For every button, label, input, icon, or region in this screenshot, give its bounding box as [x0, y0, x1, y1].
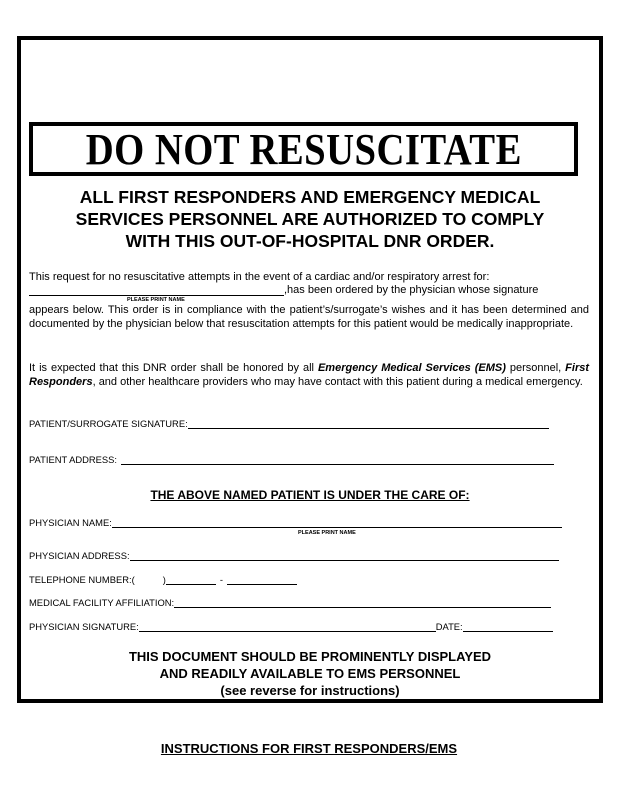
- patient-signature-row: [29, 417, 549, 429]
- authorization-statement: [22, 186, 598, 252]
- physician-name-label: PHYSICIAN NAME:: [29, 517, 112, 528]
- physician-signature-row: [29, 620, 553, 632]
- telephone-label: TELEPHONE NUMBER:(: [29, 574, 135, 585]
- facility-row: [29, 596, 551, 608]
- page-title: DO NOT RESUSCITATE: [85, 124, 522, 174]
- ems-text: Emergency Medical Services (EMS): [317, 362, 506, 374]
- first-responders-text: First Responders: [29, 362, 590, 388]
- care-heading: THE ABOVE NAMED PATIENT IS UNDER THE CARE OF:: [150, 488, 470, 502]
- date-label: DATE:: [435, 621, 463, 632]
- patient-address-label: PATIENT ADDRESS:: [29, 454, 118, 465]
- notice-line: THIS DOCUMENT SHOULD BE PROMINENTLY DISPLAYED: [128, 649, 492, 664]
- print-name-note: PLEASE PRINT NAME: [298, 530, 356, 536]
- expected-part: It is expected that this DNR order shall be honored by all: [29, 362, 318, 374]
- physician-address-label: PHYSICIAN ADDRESS:: [29, 550, 130, 561]
- expected-text: [29, 362, 589, 389]
- patient-address-field[interactable]: [121, 453, 554, 465]
- telephone-number-field[interactable]: [227, 573, 297, 585]
- expected-part: personnel,: [505, 362, 566, 374]
- patient-signature-label: PATIENT/SURROGATE SIGNATURE:: [29, 418, 188, 429]
- instructions-heading: INSTRUCTIONS FOR FIRST RESPONDERS/EMS: [160, 741, 458, 756]
- telephone-row: [29, 573, 297, 585]
- telephone-paren: ): [162, 574, 166, 585]
- display-notice: [22, 648, 598, 699]
- title-box: [29, 122, 578, 176]
- physician-name-row: [29, 516, 562, 528]
- notice-line: (see reverse for instructions): [220, 683, 400, 698]
- patient-signature-field[interactable]: [188, 417, 549, 429]
- patient-address-row: [29, 453, 554, 465]
- telephone-prefix-field[interactable]: [166, 573, 216, 585]
- facility-field[interactable]: [174, 596, 551, 608]
- facility-label: MEDICAL FACILITY AFFILIATION:: [29, 597, 175, 608]
- physician-name-field[interactable]: [112, 516, 562, 528]
- compliance-text: appears below. This order is in compliance with the patient’s/surrogate’s wishes and it has been determined and documented by the physician below that resuscitation attempts for this patient would be medically inappropriate.: [29, 304, 589, 330]
- patient-name-field[interactable]: [29, 284, 284, 296]
- physician-address-row: [29, 549, 559, 561]
- physician-signature-label: PHYSICIAN SIGNATURE:: [29, 621, 139, 632]
- authorization-line: SERVICES PERSONNEL ARE AUTHORIZED TO COMPLY: [75, 209, 545, 229]
- physician-address-field[interactable]: [130, 549, 559, 561]
- ordered-text: ,has been ordered by the physician whose signature: [284, 284, 539, 296]
- print-name-note: PLEASE PRINT NAME: [127, 297, 185, 303]
- expected-part: , and other healthcare providers who may have contact with this patient during a medical emergency.: [92, 375, 583, 388]
- telephone-dash: -: [219, 574, 223, 585]
- authorization-line: ALL FIRST RESPONDERS AND EMERGENCY MEDICAL: [79, 187, 541, 207]
- authorization-line: WITH THIS OUT-OF-HOSPITAL DNR ORDER.: [125, 231, 495, 251]
- intro-text: This request for no resuscitative attempts in the event of a cardiac and/or respiratory arrest for:: [29, 271, 490, 283]
- notice-line: AND READILY AVAILABLE TO EMS PERSONNEL: [159, 666, 461, 681]
- date-field[interactable]: [463, 620, 553, 632]
- physician-signature-field[interactable]: [139, 620, 436, 632]
- patient-name-row: [29, 284, 538, 296]
